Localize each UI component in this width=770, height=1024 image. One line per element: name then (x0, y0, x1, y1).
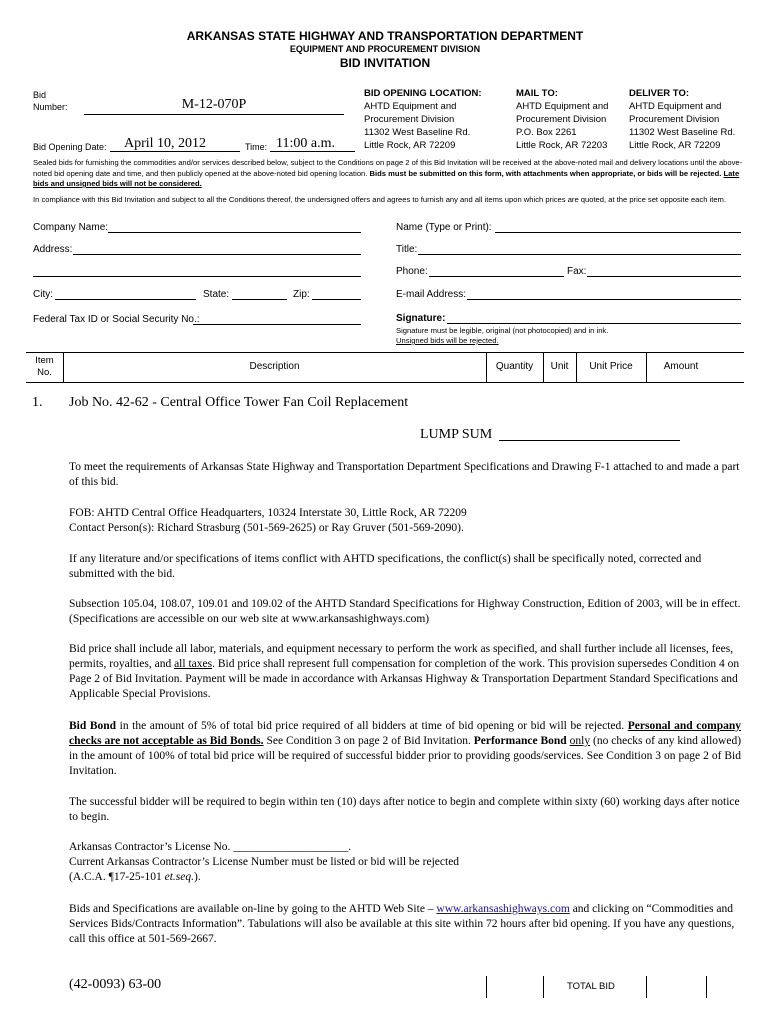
lump-sum-field[interactable] (499, 440, 680, 441)
mail-to-line: Little Rock, AR 72203 (516, 140, 608, 151)
license-line-2: Current Arkansas Contractor’s License Number must be listed or bid will be rejected (69, 856, 460, 868)
footer-divider (543, 976, 544, 998)
description-header: Description (249, 361, 300, 372)
department-title: ARKANSAS STATE HIGHWAY AND TRANSPORTATION DEPARTMENT (186, 29, 584, 43)
table-header-bottom-border (26, 382, 744, 383)
bid-number-line (84, 114, 344, 115)
title-field[interactable] (418, 254, 741, 255)
company-name-label: Company Name: (33, 222, 109, 233)
mail-to (516, 87, 608, 152)
sealed-bids-notice (33, 158, 743, 190)
signature-note: Signature must be legible, original (not photocopied) and in ink. (396, 326, 609, 335)
website-text-a: Bids and Specifications are available on-line by going to the AHTD Web Site – (69, 903, 437, 915)
bid-bond-paragraph (69, 719, 741, 779)
bid-bond-text-b: See Condition 3 on page 2 of Bid Invitation. (263, 735, 474, 747)
mail-to-line: AHTD Equipment and (516, 101, 609, 112)
website-link[interactable]: www.arkansashighways.com (436, 903, 570, 915)
fax-field[interactable] (587, 276, 741, 277)
bid-opening-location-line: AHTD Equipment and (364, 101, 457, 112)
quantity-header: Quantity (495, 361, 534, 372)
bid-price-text-b: . Bid price shall represent full compensation for completion of the work. This provision supersedes Condition 4 on Page 2 of Bid Invitation. Payment will be made in accordance with Arkansas Highway & Transportation Department Standard Specifications and Applicable Special Provisions. (69, 658, 740, 700)
signature-field[interactable] (447, 323, 741, 324)
company-name-field[interactable] (108, 232, 361, 233)
deliver-to-line: AHTD Equipment and (629, 101, 722, 112)
bid-price-text-a: Bid price shall include all labor, materials, and equipment necessary to perform the work as specified, and shall further include all licenses, fees, permits, royalties, and (69, 643, 734, 670)
bid-opening-date-label: Bid Opening Date: (33, 142, 107, 152)
fob-line: FOB: AHTD Central Office Headquarters, 10324 Interstate 30, Little Rock, AR 72209 (69, 507, 467, 519)
mail-to-line: Procurement Division (516, 114, 607, 125)
website-paragraph (69, 902, 741, 947)
item-no-header (26, 355, 63, 379)
address-label: Address: (33, 244, 73, 255)
state-label: State: (203, 289, 230, 300)
bid-opening-location-line: 11302 West Baseline Rd. (364, 127, 471, 138)
performance-bond-label: Performance Bond (473, 735, 567, 747)
form-code: (42-0093) 63-00 (69, 977, 162, 992)
checks-not-acceptable: Personal and company checks are not acceptable as Bid Bonds. (69, 720, 741, 747)
division-title: EQUIPMENT AND PROCUREMENT DIVISION (289, 44, 481, 54)
bid-number: M-12-070P (181, 97, 247, 112)
table-top-border (26, 352, 744, 353)
name-field[interactable] (495, 232, 741, 233)
bid-opening-location-line: Little Rock, AR 72209 (364, 140, 456, 151)
subsection-paragraph: Subsection 105.04, 108.07, 109.01 and 109.02 of the AHTD Standard Specifications for Highway Construction, Edition of 2003, will be in effect. (Specifications are accessible on our web site at www.arkansashighways.com) (69, 598, 741, 625)
city-field[interactable] (55, 299, 196, 300)
deliver-to-heading: DELIVER TO: (629, 88, 689, 99)
mail-to-heading: MAIL TO: (516, 88, 558, 99)
address-field[interactable] (73, 254, 361, 255)
email-label: E-mail Address: (396, 289, 467, 300)
bid-opening-location (364, 87, 482, 152)
sealed-bids-text: Sealed bids for furnishing the commodities and/or services described below, subject to the Conditions on page 2 of this Bid Invitation will be received at the above-noted mail and delivery locations until the above-noted bid opening date and time, and then publicly opened at the above-noted bid opening location. (33, 158, 743, 178)
amount-header: Amount (663, 361, 699, 372)
signature-label: Signature: (396, 313, 446, 324)
bid-opening-location-heading: BID OPENING LOCATION: (364, 88, 482, 99)
deliver-to-line: Procurement Division (629, 114, 720, 125)
website-text-b: and clicking on “Commodities and Services Bids/Contracts Information”. Tabulations will also be available at this site within 72 hours after bid opening. If you have any questions, call this office at 501-569-2667. (69, 903, 735, 945)
unit-price-header: Unit Price (589, 361, 633, 372)
bid-number-label-2: Number: (33, 102, 68, 112)
license-line-1: Arkansas Contractor’s License No. ____________________. (69, 841, 352, 853)
deliver-to (629, 87, 735, 152)
state-field[interactable] (232, 299, 287, 300)
lump-sum-label: LUMP SUM (420, 427, 493, 442)
sealed-bids-bold: Bids must be submitted on this form, with attachments when appropriate, or bids will be rejected. (369, 168, 722, 178)
footer-divider (486, 976, 487, 998)
contact-line: Contact Person(s): Richard Strasburg (501-569-2625) or Ray Gruver (501-569-2090). (69, 522, 464, 534)
item-no-header-2: No. (37, 367, 52, 378)
job-title: Job No. 42-62 - Central Office Tower Fan Coil Replacement (69, 395, 409, 410)
bid-number-label-1: Bid (33, 90, 47, 100)
bid-opening-date: April 10, 2012 (124, 136, 207, 151)
federal-tax-label: Federal Tax ID or Social Security No.: (33, 314, 200, 325)
license-citation-a: (A.C.A. ¶17-25-101 (69, 871, 165, 883)
license-line-3 (69, 870, 741, 885)
zip-label: Zip: (293, 289, 310, 300)
name-label: Name (Type or Print): (396, 222, 492, 233)
bid-bond-label: Bid Bond (69, 720, 117, 732)
bid-opening-location-line: Procurement Division (364, 114, 455, 125)
all-taxes-text: all taxes (174, 658, 213, 670)
email-field[interactable] (467, 299, 741, 300)
zip-field[interactable] (312, 299, 361, 300)
item-no-header-1: Item (35, 355, 54, 366)
phone-label: Phone: (396, 266, 428, 277)
address-field-2[interactable] (33, 276, 361, 277)
mail-to-line: P.O. Box 2261 (516, 127, 577, 138)
license-citation-italic: et.seq. (164, 871, 194, 883)
city-label: City: (33, 289, 53, 300)
unsigned-note: Unsigned bids will be rejected. (396, 336, 499, 345)
bid-bond-text-a: in the amount of 5% of total bid price required of all bidders at time of bid opening or bid will be rejected. (116, 720, 628, 732)
phone-field[interactable] (429, 276, 564, 277)
footer-divider (646, 976, 647, 998)
bid-time: 11:00 a.m. (276, 136, 335, 151)
late-bids-warning: Late bids and unsigned bids will not be considered. (33, 168, 740, 188)
compliance-notice: In compliance with this Bid Invitation and subject to all the Conditions thereof, the undersigned offers and agrees to furnish any and all items upon which prices are quoted, at the price set opposite each item. (33, 195, 726, 204)
total-bid-label: TOTAL BID (567, 981, 615, 992)
license-citation-b: ). (194, 871, 201, 883)
deliver-to-line: 11302 West Baseline Rd. (629, 127, 736, 138)
bid-bond-text-d: (no checks of any kind allowed) in the amount of 100% of total bid price will be required of successful bidder prior to providing goods/services. See Condition 3 on page 2 of Bid Invitation. (69, 735, 742, 777)
bid-price-paragraph (69, 642, 741, 702)
deliver-to-line: Little Rock, AR 72209 (629, 140, 721, 151)
title-label: Title: (396, 244, 418, 255)
schedule-paragraph: The successful bidder will be required to begin within ten (10) days after notice to begin and complete within sixty (60) working days after notice to begin. (69, 796, 740, 823)
unit-header: Unit (550, 361, 569, 372)
fax-label: Fax: (567, 266, 587, 277)
conflict-paragraph: If any literature and/or specifications of items conflict with AHTD specifications, the conflict(s) shall be specifically noted, corrected and submitted with the bid. (69, 553, 702, 580)
item-number: 1. (32, 395, 43, 410)
footer-divider (706, 976, 707, 998)
requirements-paragraph: To meet the requirements of Arkansas State Highway and Transportation Department Specifications and Drawing F-1 attached to and made a part of this bid. (69, 461, 740, 488)
page-title: BID INVITATION (339, 56, 431, 70)
time-label: Time: (245, 142, 268, 152)
only-text: only (569, 735, 591, 747)
federal-tax-field[interactable] (193, 324, 361, 325)
